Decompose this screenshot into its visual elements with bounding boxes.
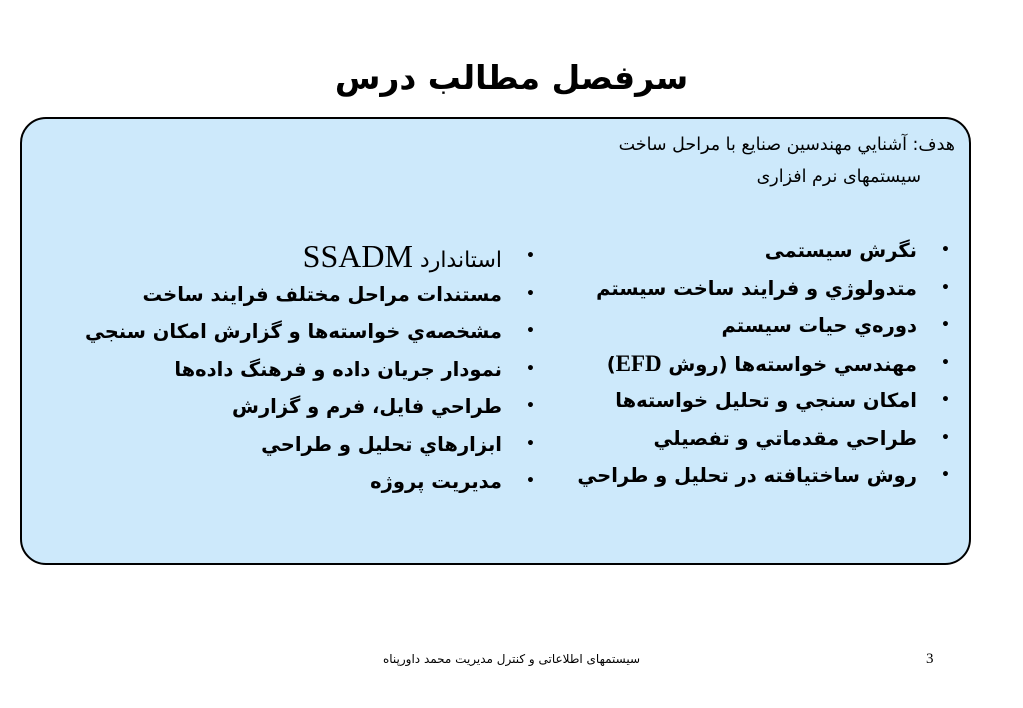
latin-term: EFD bbox=[615, 350, 662, 376]
list-item: • ابزارهاي تحليل و طراحي bbox=[82, 426, 502, 464]
list-item: • نگرش سيستمی bbox=[517, 232, 917, 270]
latin-term: SSADM bbox=[302, 238, 413, 274]
bullet-icon: • bbox=[526, 435, 535, 452]
bullet-icon: • bbox=[526, 360, 535, 377]
list-item: • مستندات مراحل مختلف فرايند ساخت bbox=[82, 276, 502, 314]
bullet-icon: • bbox=[526, 398, 535, 414]
slide-title: سرفصل مطالب درس bbox=[334, 58, 689, 97]
bullet-icon: • bbox=[526, 285, 535, 302]
goal-line-1: هدف: آشنايي مهندسين صنايع با مراحل ساخت bbox=[618, 135, 955, 155]
course-goal bbox=[535, 129, 955, 193]
bullet-icon: • bbox=[941, 242, 950, 258]
bullet-icon: • bbox=[526, 248, 535, 264]
list-item: • مشخصه‌ي خواسته‌ها و گزارش امكان سنجي bbox=[82, 313, 502, 351]
bullet-icon: • bbox=[526, 473, 535, 489]
bullet-icon: • bbox=[941, 317, 950, 333]
list-item: • نمودار جريان داده و فرهنگ داده‌ها bbox=[82, 351, 502, 389]
list-item: • طراحي مقدماتي و تفصيلي bbox=[517, 420, 917, 458]
list-item: • دوره‌ي حيات سيستم bbox=[517, 307, 917, 345]
list-item: • امكان سنجي و تحليل خواسته‌ها bbox=[517, 382, 917, 420]
list-item: • استاندارد SSADM bbox=[302, 238, 535, 274]
bullet-icon: • bbox=[941, 429, 950, 446]
list-item: • روش ساختيافته در تحليل و طراحي bbox=[517, 457, 917, 495]
bullet-icon: • bbox=[941, 467, 950, 483]
bullet-icon: • bbox=[526, 323, 535, 339]
list-item: • طراحي فايل، فرم و گزارش bbox=[82, 388, 502, 426]
goal-line-2: سيستمهای نرم افزاری bbox=[756, 167, 921, 187]
bullet-icon: • bbox=[941, 392, 950, 408]
list-item: • مديريت پروژه bbox=[82, 463, 502, 501]
content-box bbox=[20, 117, 971, 565]
list-item: • متدولوژي و فرايند ساخت سيستم bbox=[517, 270, 917, 308]
footer-text: سیستمهای اطلاعاتی و کنترل مدیریت محمد داورپناه bbox=[382, 652, 641, 666]
topics-list-left bbox=[82, 238, 535, 501]
list-item: • مهندسي خواسته‌ها (روش EFD) bbox=[517, 345, 917, 383]
page-number: 3 bbox=[926, 651, 934, 667]
bullet-icon: • bbox=[941, 354, 950, 371]
topics-list-right bbox=[517, 232, 950, 495]
bullet-icon: • bbox=[941, 279, 950, 296]
